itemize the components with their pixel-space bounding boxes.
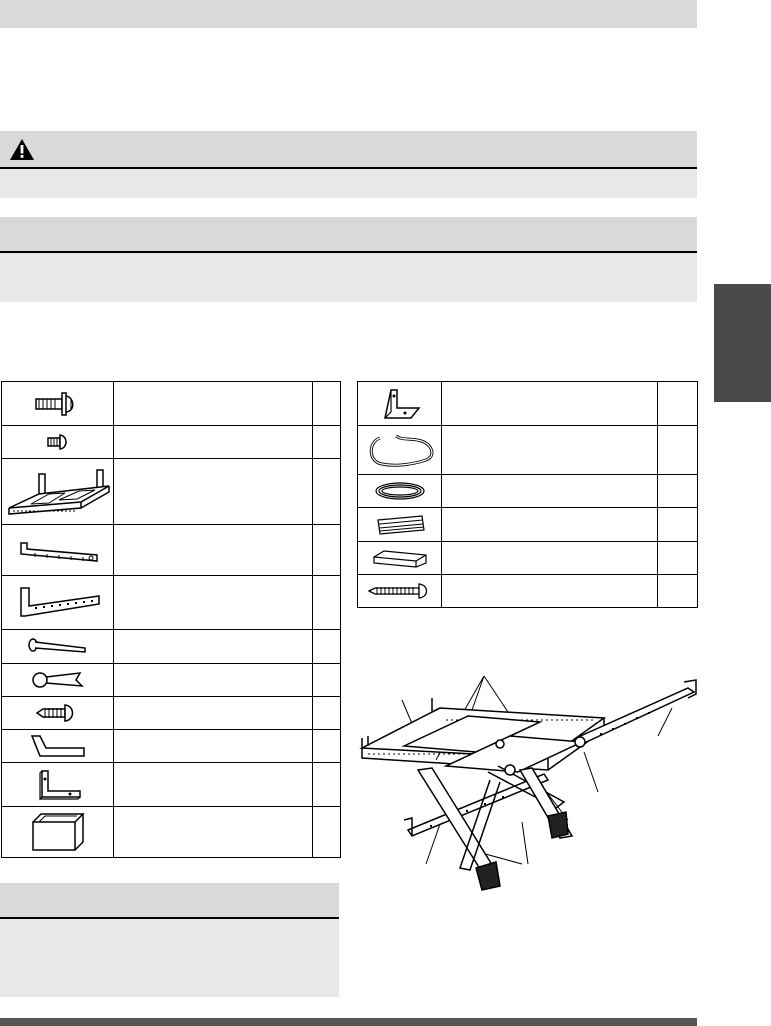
table-row bbox=[358, 508, 698, 542]
l-bracket-icon bbox=[2, 732, 113, 760]
page-bottom-bar bbox=[0, 1018, 697, 1026]
part-image-cell bbox=[358, 508, 442, 542]
lower-section-header-band bbox=[0, 883, 339, 919]
foam-block-icon bbox=[358, 547, 441, 569]
part-name-cell bbox=[114, 664, 313, 697]
table-row bbox=[2, 730, 341, 763]
section-body-band bbox=[0, 253, 697, 302]
part-name-cell bbox=[114, 382, 313, 426]
part-image-cell bbox=[358, 542, 442, 575]
part-name-cell bbox=[114, 525, 313, 576]
part-name-cell bbox=[114, 576, 313, 630]
part-qty-cell bbox=[313, 426, 341, 459]
part-image-cell bbox=[2, 459, 114, 525]
warning-triangle-icon bbox=[9, 138, 35, 166]
angle-bracket-icon bbox=[2, 767, 113, 803]
part-qty-cell bbox=[313, 807, 341, 858]
part-image-cell bbox=[2, 763, 114, 807]
part-name-cell bbox=[114, 459, 313, 525]
channel-piece-icon bbox=[2, 810, 113, 854]
part-qty-cell bbox=[313, 763, 341, 807]
section-header-band bbox=[0, 217, 697, 253]
table-row bbox=[2, 426, 341, 459]
chapter-tab bbox=[714, 284, 771, 402]
part-qty-cell bbox=[313, 459, 341, 525]
part-qty-cell bbox=[658, 508, 698, 542]
table-row bbox=[2, 382, 341, 426]
slotted-arm-icon bbox=[2, 582, 113, 624]
part-image-cell bbox=[2, 382, 114, 426]
drain-hose-icon bbox=[358, 430, 441, 470]
part-qty-cell bbox=[313, 630, 341, 664]
part-qty-cell bbox=[313, 525, 341, 576]
flange-bolt-icon bbox=[2, 389, 113, 419]
part-name-cell bbox=[114, 730, 313, 763]
seal-coil-icon bbox=[358, 479, 441, 503]
support-bracket-frame-icon bbox=[2, 464, 113, 520]
warning-header-band bbox=[0, 131, 697, 169]
part-qty-cell bbox=[313, 382, 341, 426]
table-row bbox=[2, 697, 341, 730]
part-name-cell bbox=[114, 697, 313, 730]
part-name-cell bbox=[114, 807, 313, 858]
lower-section-body-band bbox=[0, 919, 339, 997]
part-image-cell bbox=[2, 525, 114, 576]
part-image-cell bbox=[2, 426, 114, 459]
part-image-cell bbox=[358, 475, 442, 508]
table-row bbox=[2, 459, 341, 525]
part-image-cell bbox=[2, 630, 114, 664]
table-row bbox=[2, 807, 341, 858]
part-image-cell bbox=[2, 807, 114, 858]
part-qty-cell bbox=[658, 475, 698, 508]
part-image-cell bbox=[2, 576, 114, 630]
cotter-clip-icon bbox=[2, 668, 113, 692]
angle-plate-icon bbox=[358, 386, 441, 422]
part-name-cell bbox=[114, 630, 313, 664]
small-screw-icon bbox=[2, 432, 113, 452]
part-qty-cell bbox=[313, 730, 341, 763]
part-name-cell bbox=[114, 763, 313, 807]
foam-strips-icon bbox=[358, 514, 441, 536]
part-name-cell bbox=[442, 382, 658, 426]
table-row bbox=[2, 630, 341, 664]
table-row bbox=[358, 542, 698, 575]
part-name-cell bbox=[114, 426, 313, 459]
warning-body-band bbox=[0, 169, 697, 198]
top-header-band bbox=[0, 0, 697, 28]
support-bracket-assembly-diagram bbox=[350, 660, 706, 900]
table-row bbox=[358, 426, 698, 475]
part-qty-cell bbox=[313, 664, 341, 697]
part-qty-cell bbox=[658, 382, 698, 426]
part-image-cell bbox=[358, 382, 442, 426]
parts-table-left bbox=[1, 381, 341, 858]
part-name-cell bbox=[442, 475, 658, 508]
table-row bbox=[358, 575, 698, 608]
part-image-cell bbox=[2, 664, 114, 697]
table-row bbox=[358, 475, 698, 508]
part-image-cell bbox=[358, 575, 442, 608]
part-image-cell bbox=[2, 697, 114, 730]
pin-icon bbox=[2, 637, 113, 657]
long-screw-icon bbox=[358, 581, 441, 601]
wood-screw-icon bbox=[2, 702, 113, 724]
table-row bbox=[2, 664, 341, 697]
support-bracket-assembly-icon bbox=[350, 887, 706, 904]
part-name-cell bbox=[442, 508, 658, 542]
table-row bbox=[358, 382, 698, 426]
part-qty-cell bbox=[313, 697, 341, 730]
table-row bbox=[2, 763, 341, 807]
part-name-cell bbox=[442, 575, 658, 608]
part-image-cell bbox=[358, 426, 442, 475]
part-image-cell bbox=[2, 730, 114, 763]
side-arm-icon bbox=[2, 535, 113, 565]
part-qty-cell bbox=[658, 575, 698, 608]
part-qty-cell bbox=[658, 426, 698, 475]
part-qty-cell bbox=[313, 576, 341, 630]
parts-table-right bbox=[357, 381, 698, 608]
part-name-cell bbox=[442, 426, 658, 475]
part-name-cell bbox=[442, 542, 658, 575]
table-row bbox=[2, 525, 341, 576]
table-row bbox=[2, 576, 341, 630]
part-qty-cell bbox=[658, 542, 698, 575]
